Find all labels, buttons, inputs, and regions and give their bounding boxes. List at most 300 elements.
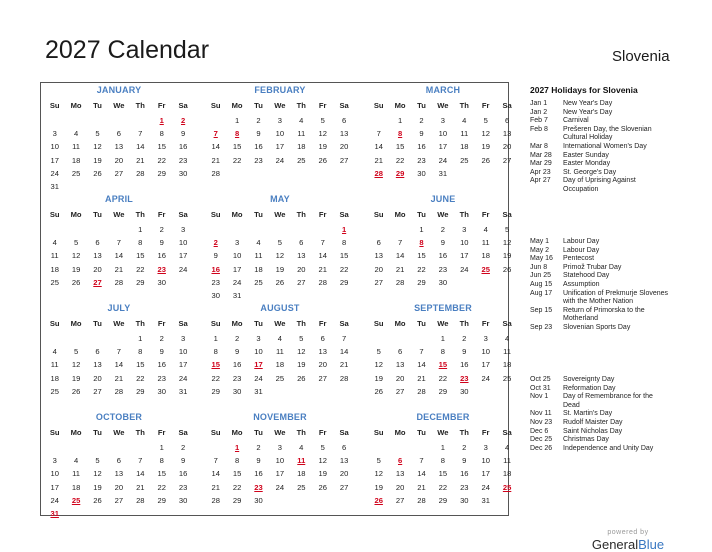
holiday-day-cell: 23 — [254, 482, 263, 492]
holiday-entry — [530, 428, 670, 437]
holiday-date: Oct 31 — [530, 384, 551, 392]
holiday-date: Sep 23 — [530, 323, 553, 331]
day-cell: 8 — [159, 456, 164, 466]
day-cell: 1 — [440, 334, 445, 343]
holiday-entry — [530, 152, 670, 161]
weekday-header: Sa — [178, 319, 188, 328]
day-cell: 29 — [232, 495, 242, 505]
day-cell: 8 — [159, 129, 164, 139]
holiday-entry — [530, 126, 670, 143]
day-cell: 12 — [481, 129, 490, 139]
day-cell: 29 — [417, 277, 426, 287]
weekday-header: Su — [373, 428, 384, 437]
day-cell: 7 — [397, 238, 403, 248]
day-cell: 6 — [95, 347, 100, 357]
day-cell: 20 — [93, 373, 102, 383]
weekday-header: Sa — [339, 210, 349, 219]
holiday-name: Day of Remembrance for the Dead — [563, 393, 653, 409]
day-cell: 28 — [339, 373, 349, 383]
day-cell: 29 — [136, 386, 145, 396]
holiday-entry — [530, 393, 670, 410]
weekday-header: Fr — [481, 319, 490, 328]
weekday-header: Tu — [93, 210, 102, 219]
day-cell: 15 — [157, 469, 166, 479]
day-cell: 8 — [341, 238, 347, 248]
day-cell: 22 — [157, 482, 166, 492]
day-cell: 23 — [157, 373, 166, 383]
day-cell: 3 — [180, 334, 186, 343]
holiday-name: Carnival — [563, 117, 589, 125]
day-cell: 7 — [376, 129, 381, 139]
day-cell: 23 — [211, 277, 220, 287]
month-name: FEBRUARY — [254, 85, 306, 95]
day-cell: 4 — [504, 443, 510, 452]
weekday-header: Sa — [339, 101, 349, 110]
weekday-header: Su — [210, 428, 221, 437]
holiday-day-cell: 8 — [397, 129, 403, 139]
day-cell: 13 — [297, 251, 306, 261]
holiday-day-cell: 29 — [395, 168, 405, 178]
day-cell: 16 — [178, 469, 188, 479]
day-cell: 17 — [481, 469, 490, 479]
holiday-name: Primož Trubar Day — [563, 263, 622, 271]
day-cell: 28 — [211, 168, 220, 178]
weekday-header: Sa — [178, 428, 188, 437]
month-name: OCTOBER — [95, 412, 143, 422]
day-cell: 10 — [178, 347, 188, 357]
day-cell: 5 — [73, 347, 79, 357]
weekday-header: Tu — [93, 428, 102, 437]
weekday-header: Fr — [157, 101, 166, 110]
day-cell: 20 — [93, 264, 102, 274]
weekday-header: Su — [210, 210, 221, 219]
holiday-name: St. George's Day — [563, 168, 617, 176]
holiday-date: Mar 28 — [530, 151, 552, 159]
weekday-header: Mo — [70, 101, 82, 110]
day-cell: 18 — [50, 264, 59, 274]
holidays-title: 2027 Holidays for Slovenia — [530, 85, 638, 95]
day-cell: 17 — [178, 251, 188, 261]
holiday-name: Pentecost — [563, 255, 595, 263]
day-cell: 22 — [438, 482, 448, 492]
holiday-entry — [530, 169, 670, 178]
holiday-day-cell: 27 — [93, 277, 102, 287]
day-cell: 5 — [95, 129, 100, 139]
holiday-name: Statehood Day — [563, 272, 610, 280]
day-cell: 9 — [180, 129, 186, 139]
page-title: 2027 Calendar — [45, 36, 210, 64]
day-cell: 4 — [462, 116, 467, 125]
day-cell: 18 — [502, 469, 512, 479]
day-cell: 21 — [211, 482, 220, 492]
weekday-header: Fr — [481, 210, 490, 219]
day-cell: 30 — [417, 168, 426, 178]
weekday-header: Mo — [70, 319, 82, 328]
day-cell: 29 — [211, 386, 220, 396]
holiday-date: Feb 7 — [530, 117, 548, 125]
day-cell: 25 — [71, 168, 81, 178]
holiday-entry — [530, 445, 670, 454]
day-cell: 11 — [503, 347, 512, 357]
month-name: AUGUST — [260, 303, 300, 313]
day-cell: 26 — [93, 168, 102, 178]
day-cell: 14 — [417, 360, 426, 370]
day-cell: 9 — [256, 456, 261, 466]
day-cell: 2 — [462, 443, 467, 452]
day-cell: 20 — [114, 155, 124, 165]
holiday-entry — [530, 177, 670, 194]
day-cell: 6 — [397, 347, 403, 357]
day-cell: 23 — [178, 155, 188, 165]
day-cell: 20 — [297, 264, 306, 274]
day-cell: 19 — [275, 264, 285, 274]
footer — [583, 529, 673, 552]
holiday-date: Jan 1 — [530, 100, 548, 107]
day-cell: 31 — [438, 168, 448, 178]
day-cell: 2 — [419, 116, 424, 125]
holiday-entry — [530, 272, 670, 281]
holiday-day-cell: 28 — [374, 168, 383, 178]
day-cell: 16 — [417, 142, 426, 152]
day-cell: 20 — [114, 482, 124, 492]
holiday-name: Assumption — [563, 280, 600, 288]
day-cell: 25 — [275, 373, 285, 383]
day-cell: 24 — [460, 264, 469, 274]
day-cell: 2 — [159, 225, 164, 234]
weekday-header: Th — [459, 210, 469, 219]
day-cell: 31 — [254, 386, 263, 396]
day-cell: 18 — [254, 264, 263, 274]
day-cell: 9 — [440, 238, 445, 248]
day-cell: 27 — [297, 277, 306, 287]
day-cell: 16 — [460, 360, 469, 370]
day-cell: 2 — [440, 225, 445, 234]
weekday-header: Th — [135, 319, 145, 328]
day-cell: 26 — [481, 155, 490, 165]
day-cell: 7 — [213, 456, 218, 466]
weekday-header: We — [437, 319, 449, 328]
day-cell: 10 — [438, 129, 448, 139]
day-cell: 29 — [157, 168, 166, 178]
day-cell: 18 — [50, 373, 59, 383]
day-cell: 19 — [318, 142, 327, 152]
day-cell: 1 — [138, 225, 143, 234]
holiday-name: Saint Nicholas Day — [563, 427, 623, 435]
day-cell: 4 — [483, 225, 488, 234]
day-cell: 12 — [275, 251, 285, 261]
weekday-header: Th — [296, 101, 306, 110]
day-cell: 22 — [417, 264, 426, 274]
day-cell: 27 — [318, 373, 327, 383]
day-cell: 5 — [299, 334, 304, 343]
holiday-entry — [530, 324, 670, 333]
day-cell: 6 — [376, 238, 381, 248]
day-cell: 1 — [440, 443, 445, 452]
weekday-header: We — [113, 428, 125, 437]
day-cell: 26 — [318, 482, 327, 492]
day-cell: 10 — [481, 347, 490, 357]
month-name: JULY — [107, 303, 131, 313]
holiday-name: Return of Primorska to the Motherland — [563, 306, 645, 323]
day-cell: 31 — [50, 182, 59, 191]
day-cell: 19 — [318, 469, 327, 479]
weekday-header: Tu — [254, 428, 263, 437]
day-cell: 28 — [114, 277, 124, 287]
day-cell: 18 — [502, 360, 512, 370]
day-cell: 11 — [481, 238, 490, 248]
holiday-entry — [530, 117, 670, 126]
holiday-day-cell: 1 — [341, 225, 347, 234]
holiday-day-cell: 16 — [211, 264, 220, 274]
day-cell: 20 — [339, 142, 349, 152]
weekday-header: Su — [210, 319, 221, 328]
weekday-header: Mo — [394, 319, 406, 328]
day-cell: 17 — [232, 264, 242, 274]
country-label: Slovenia — [612, 48, 670, 65]
day-cell: 18 — [481, 251, 490, 261]
holiday-group — [530, 238, 670, 333]
weekday-header: Tu — [93, 319, 102, 328]
day-cell: 27 — [114, 168, 124, 178]
day-cell: 27 — [502, 155, 512, 165]
weekday-header: Th — [135, 428, 145, 437]
day-cell: 20 — [318, 360, 327, 370]
weekday-header: Mo — [231, 101, 243, 110]
day-cell: 19 — [93, 155, 102, 165]
day-cell: 30 — [254, 495, 263, 505]
weekday-header: We — [274, 319, 286, 328]
month-name: JUNE — [430, 194, 456, 204]
day-cell: 17 — [275, 142, 285, 152]
day-cell: 21 — [136, 482, 145, 492]
weekday-header: We — [274, 101, 286, 110]
day-cell: 19 — [481, 142, 490, 152]
day-cell: 21 — [339, 360, 349, 370]
day-cell: 19 — [374, 482, 383, 492]
holiday-day-cell: 23 — [157, 264, 166, 274]
weekday-header: Sa — [339, 319, 349, 328]
day-cell: 15 — [339, 251, 349, 261]
weekday-header: Th — [459, 428, 469, 437]
day-cell: 12 — [71, 360, 81, 370]
day-cell: 27 — [93, 386, 102, 396]
day-cell: 26 — [502, 264, 512, 274]
weekday-header: Su — [373, 210, 384, 219]
day-cell: 13 — [339, 456, 349, 466]
day-cell: 6 — [299, 238, 304, 248]
day-cell: 15 — [136, 251, 145, 261]
holiday-day-cell: 6 — [397, 456, 403, 466]
day-cell: 24 — [481, 373, 490, 383]
weekday-header: Mo — [394, 210, 406, 219]
weekday-header: Sa — [502, 101, 512, 110]
holiday-entry — [530, 160, 670, 169]
weekday-header: Fr — [157, 428, 166, 437]
powered-by-text: powered by — [607, 529, 649, 536]
day-cell: 26 — [318, 155, 327, 165]
day-cell: 8 — [440, 456, 445, 466]
day-cell: 12 — [318, 456, 327, 466]
day-cell: 13 — [93, 360, 102, 370]
day-cell: 4 — [52, 347, 57, 357]
holiday-date: May 16 — [530, 255, 553, 263]
holiday-entry — [530, 247, 670, 256]
day-cell: 19 — [297, 360, 306, 370]
day-cell: 3 — [256, 334, 261, 343]
holiday-day-cell: 26 — [374, 495, 383, 505]
day-cell: 23 — [178, 482, 188, 492]
day-cell: 19 — [93, 482, 102, 492]
day-cell: 7 — [138, 129, 143, 139]
day-cell: 22 — [157, 155, 166, 165]
weekday-header: Mo — [70, 210, 82, 219]
day-cell: 30 — [211, 291, 220, 300]
holiday-group — [530, 100, 670, 195]
day-cell: 24 — [438, 155, 448, 165]
day-cell: 15 — [232, 469, 242, 479]
day-cell: 14 — [136, 469, 145, 479]
day-cell: 10 — [50, 142, 59, 152]
day-cell: 19 — [71, 264, 81, 274]
day-cell: 30 — [232, 386, 242, 396]
day-cell: 25 — [254, 277, 263, 287]
day-cell: 28 — [114, 386, 124, 396]
weekday-header: Fr — [318, 428, 327, 437]
day-cell: 29 — [339, 277, 349, 287]
day-cell: 26 — [93, 495, 102, 505]
holiday-date: Dec 6 — [530, 427, 549, 435]
weekday-header: Mo — [394, 428, 406, 437]
day-cell: 31 — [481, 495, 490, 505]
day-cell: 13 — [114, 142, 124, 152]
day-cell: 1 — [138, 334, 143, 343]
day-cell: 15 — [417, 251, 426, 261]
day-cell: 9 — [159, 347, 164, 357]
day-cell: 3 — [483, 334, 488, 343]
weekday-header: Mo — [231, 319, 243, 328]
day-cell: 12 — [93, 142, 102, 152]
weekday-header: Tu — [254, 101, 263, 110]
day-cell: 1 — [397, 116, 403, 125]
holiday-date: Jun 25 — [530, 272, 552, 280]
day-cell: 12 — [502, 238, 512, 248]
day-cell: 13 — [339, 129, 349, 139]
day-cell: 4 — [256, 238, 261, 248]
weekday-header: We — [437, 428, 449, 437]
day-cell: 13 — [318, 347, 327, 357]
holiday-entry — [530, 290, 670, 307]
day-cell: 5 — [376, 456, 381, 466]
day-cell: 15 — [395, 142, 405, 152]
day-cell: 20 — [395, 373, 405, 383]
day-cell: 17 — [460, 251, 469, 261]
weekday-header: Fr — [157, 319, 166, 328]
day-cell: 11 — [503, 456, 512, 466]
day-cell: 18 — [71, 155, 81, 165]
month-name: DECEMBER — [416, 412, 470, 422]
weekday-header: Su — [49, 101, 60, 110]
weekday-header: Mo — [231, 210, 243, 219]
holiday-date: Aug 17 — [530, 289, 553, 297]
day-cell: 26 — [71, 277, 81, 287]
day-cell: 10 — [275, 129, 285, 139]
day-cell: 19 — [502, 251, 512, 261]
day-cell: 9 — [234, 347, 240, 357]
day-cell: 29 — [438, 495, 448, 505]
weekday-header: We — [274, 210, 286, 219]
month-name: JANUARY — [96, 85, 142, 95]
day-cell: 6 — [116, 456, 121, 466]
day-cell: 30 — [157, 386, 166, 396]
day-cell: 11 — [254, 251, 263, 261]
day-cell: 22 — [136, 373, 145, 383]
holiday-name: Independence and Unity Day — [563, 444, 654, 452]
day-cell: 24 — [275, 482, 285, 492]
day-cell: 26 — [71, 386, 81, 396]
day-cell: 30 — [178, 495, 188, 505]
day-cell: 17 — [50, 155, 59, 165]
holiday-date: Apr 27 — [530, 177, 551, 185]
day-cell: 21 — [318, 264, 327, 274]
day-cell: 10 — [50, 469, 59, 479]
day-cell: 15 — [232, 142, 242, 152]
day-cell: 12 — [93, 469, 102, 479]
day-cell: 2 — [180, 443, 186, 452]
day-cell: 14 — [318, 251, 327, 261]
day-cell: 31 — [232, 291, 242, 300]
weekday-header: Th — [459, 101, 469, 110]
day-cell: 15 — [438, 469, 448, 479]
weekday-header: We — [274, 428, 286, 437]
weekday-header: Fr — [481, 428, 490, 437]
holiday-name: Rudolf Maister Day — [563, 418, 623, 426]
day-cell: 5 — [320, 443, 325, 452]
day-cell: 19 — [374, 373, 383, 383]
day-cell: 24 — [481, 482, 490, 492]
day-cell: 7 — [341, 334, 347, 343]
day-cell: 3 — [180, 225, 186, 234]
day-cell: 10 — [275, 456, 285, 466]
day-cell: 24 — [50, 168, 59, 178]
day-cell: 29 — [438, 386, 448, 396]
holiday-day-cell: 23 — [460, 373, 469, 383]
day-cell: 4 — [504, 334, 510, 343]
day-cell: 26 — [297, 373, 306, 383]
holiday-group — [530, 376, 670, 453]
day-cell: 20 — [374, 264, 383, 274]
day-cell: 25 — [50, 386, 59, 396]
day-cell: 11 — [50, 251, 59, 261]
day-cell: 22 — [232, 482, 242, 492]
holiday-date: Jan 2 — [530, 108, 548, 116]
weekday-header: Tu — [417, 101, 426, 110]
day-cell: 16 — [254, 142, 263, 152]
day-cell: 8 — [213, 347, 218, 357]
weekday-header: Tu — [254, 210, 263, 219]
holiday-day-cell: 8 — [234, 129, 240, 139]
holiday-name: New Year's Day — [563, 108, 613, 116]
holiday-name: International Women's Day — [563, 142, 647, 150]
month-name: APRIL — [105, 194, 133, 204]
holiday-name: Unification of Prekmurje Slovenes with the Mother Nation — [563, 289, 669, 306]
day-cell: 10 — [481, 456, 490, 466]
day-cell: 12 — [71, 251, 81, 261]
day-cell: 13 — [93, 251, 102, 261]
day-cell: 6 — [320, 334, 325, 343]
day-cell: 4 — [52, 238, 57, 248]
day-cell: 28 — [417, 495, 426, 505]
weekday-header: Tu — [417, 210, 426, 219]
